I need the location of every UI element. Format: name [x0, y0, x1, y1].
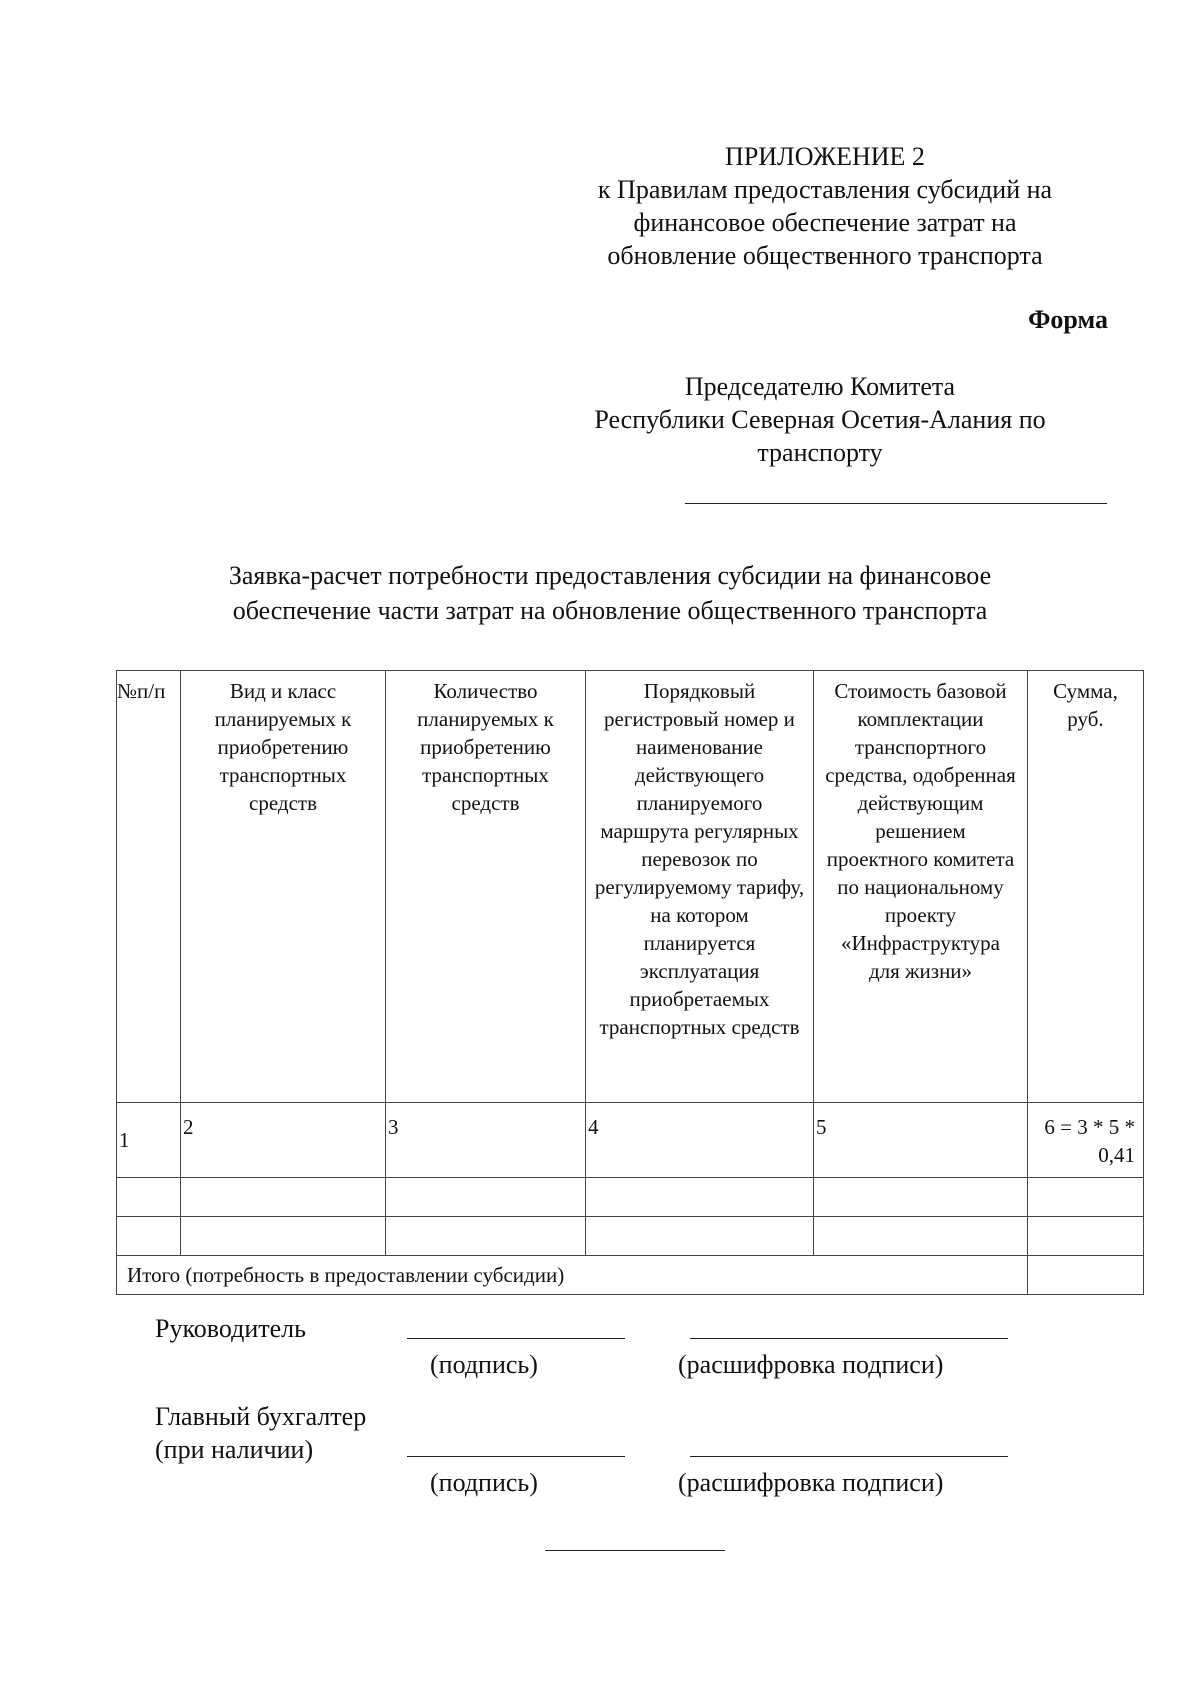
- addressee-block: [540, 370, 1100, 469]
- appendix-line: обновление общественного транспорта: [607, 241, 1043, 270]
- addressee-line: Республики Северная Осетия-Алания по: [594, 405, 1046, 434]
- column-number-row: [117, 1103, 1144, 1178]
- accountant-signature-line: [407, 1456, 625, 1457]
- table-header-row: [117, 671, 1144, 1103]
- table-cell: [386, 1178, 586, 1217]
- addressee-name-line: [685, 503, 1107, 504]
- table-cell: [386, 1217, 586, 1256]
- column-number-formula: 6 = 3 * 5 * 0,41: [1028, 1103, 1144, 1178]
- header-cell-quantity: Количество планируемых к приобретению транспортных средств: [386, 671, 586, 1103]
- accountant-decode-line: [690, 1456, 1008, 1457]
- table-cell: [117, 1217, 181, 1256]
- header-cell-route: Порядковый регистровый номер и наименование действующего планируемого маршрута регулярных перевозок по регулируемому тарифу, на котором планируется эксплуатация приобретаемых транспортных средств: [586, 671, 814, 1103]
- end-separator-line: [545, 1550, 725, 1551]
- accountant-decode-caption: (расшифровка подписи): [678, 1468, 944, 1497]
- head-signature-caption: (подпись): [430, 1350, 538, 1379]
- table-cell: [1028, 1217, 1144, 1256]
- table-row: [117, 1178, 1144, 1217]
- accountant-label: [155, 1400, 366, 1466]
- addressee-line: транспорту: [757, 438, 883, 467]
- header-cell-number: №п/п: [117, 671, 181, 1103]
- subsidy-calculation-table: [116, 670, 1144, 1295]
- table-cell: [181, 1178, 386, 1217]
- appendix-title: ПРИЛОЖЕНИЕ 2: [725, 142, 925, 171]
- header-cell-sum: Сумма, руб.: [1028, 671, 1144, 1103]
- head-decode-caption: (расшифровка подписи): [678, 1350, 944, 1379]
- header-cell-vehicle-type: Вид и класс планируемых к приобретению транспортных средств: [181, 671, 386, 1103]
- table-cell: [814, 1178, 1028, 1217]
- table-cell: [814, 1217, 1028, 1256]
- column-number: 5: [814, 1103, 1028, 1178]
- table-row: [117, 1217, 1144, 1256]
- table-cell: [117, 1178, 181, 1217]
- column-number: 2: [181, 1103, 386, 1178]
- appendix-block: [560, 140, 1090, 272]
- head-signature-line: [407, 1338, 625, 1339]
- accountant-label-line: (при наличии): [155, 1435, 314, 1464]
- form-label: Форма: [1028, 305, 1108, 334]
- table-cell: [586, 1178, 814, 1217]
- document-title: [120, 558, 1100, 628]
- document-title-line: обеспечение части затрат на обновление общественного транспорта: [232, 596, 988, 625]
- accountant-signature-caption: (подпись): [430, 1468, 538, 1497]
- appendix-line: финансовое обеспечение затрат на: [633, 208, 1017, 237]
- column-number: 1: [117, 1103, 181, 1178]
- header-cell-base-cost: Стоимость базовой комплектации транспортного средства, одобренная действующим решением проектного комитета по национальному проекту «Инфраструктура для жизни»: [814, 671, 1028, 1103]
- head-decode-line: [690, 1338, 1008, 1339]
- table-cell: [586, 1217, 814, 1256]
- total-row: [117, 1256, 1144, 1295]
- table-cell: [181, 1217, 386, 1256]
- addressee-line: Председателю Комитета: [684, 372, 956, 401]
- document-title-line: Заявка-расчет потребности предоставления субсидии на финансовое: [228, 561, 992, 590]
- column-number: 4: [586, 1103, 814, 1178]
- table-cell: [1028, 1178, 1144, 1217]
- total-label: Итого (потребность в предоставлении субсидии): [117, 1256, 1028, 1295]
- head-label: Руководитель: [155, 1314, 306, 1343]
- column-number: 3: [386, 1103, 586, 1178]
- total-value-cell: [1028, 1256, 1144, 1295]
- appendix-line: к Правилам предоставления субсидий на: [597, 175, 1053, 204]
- accountant-label-line: Главный бухгалтер: [155, 1402, 367, 1431]
